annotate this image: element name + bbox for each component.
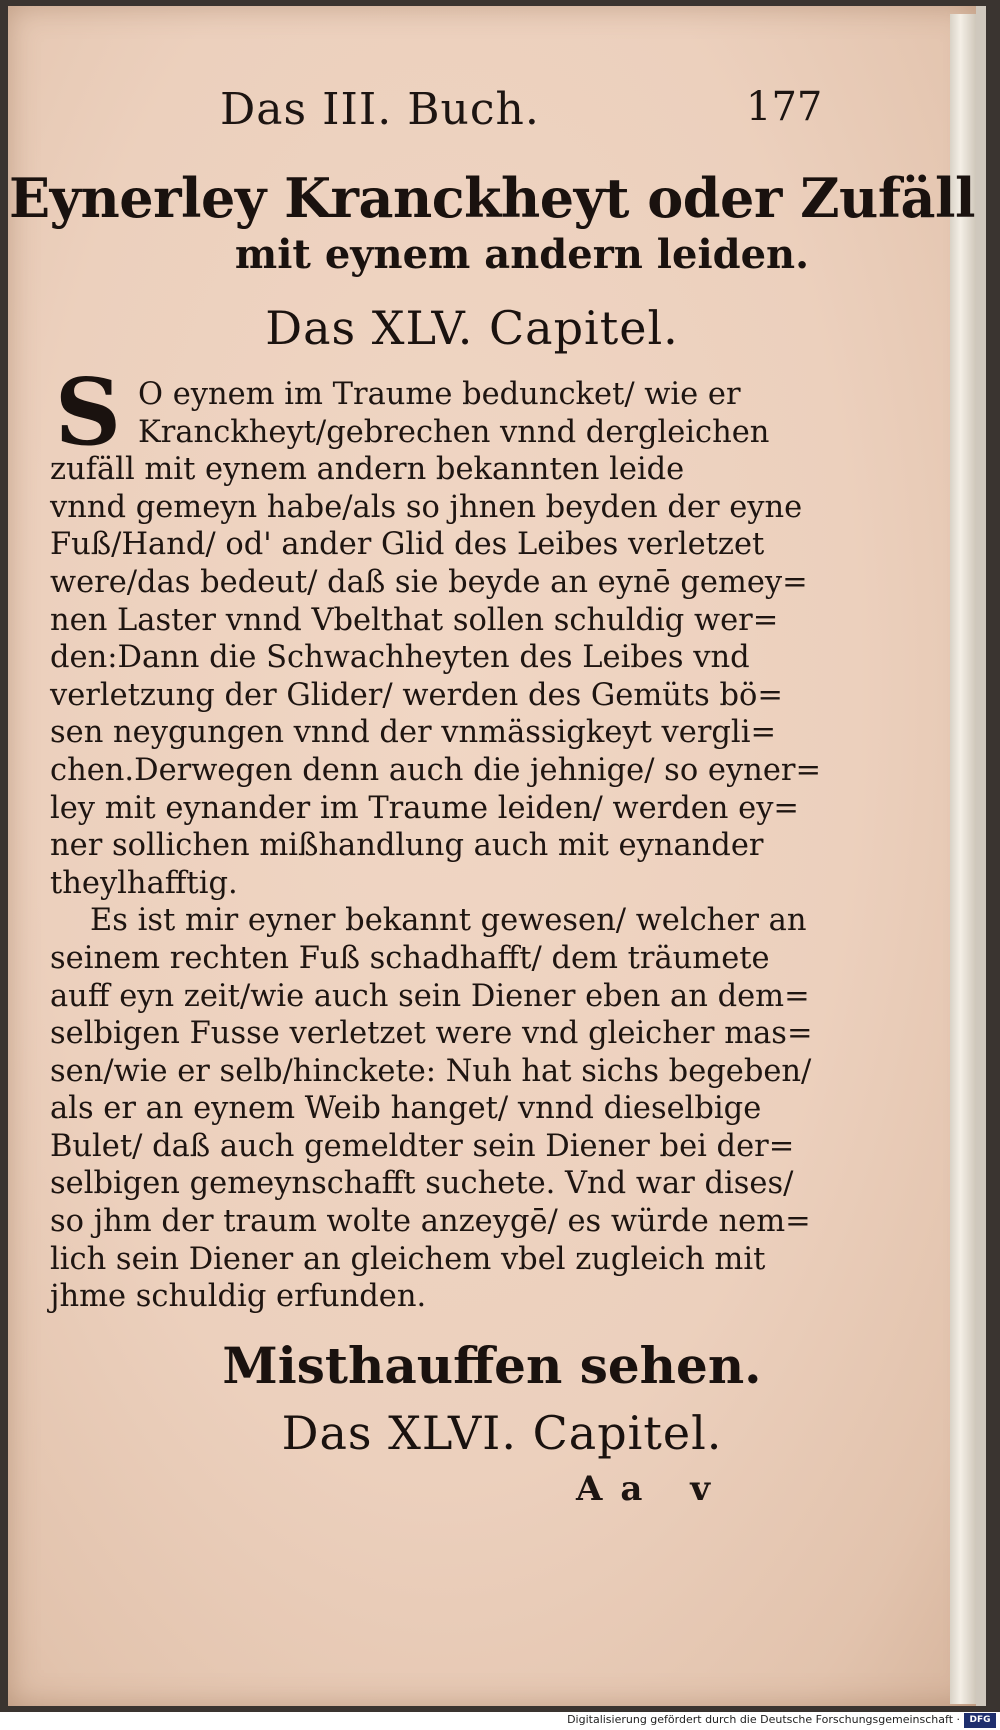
text-line: Bulet/ daß auch gemeldter sein Diener bei der=	[50, 1128, 795, 1164]
page-header	[8, 84, 976, 144]
text-line: theylhafftig.	[50, 865, 238, 901]
text-line: selbigen Fusse verletzet were vnd gleicher mas=	[50, 1016, 813, 1052]
drop-capital: S	[54, 358, 122, 466]
footer-credit: Digitalisierung gefördert durch die Deutsche Forschungsgemeinschaft ·	[567, 1713, 960, 1726]
text-line: als er an eynem Weib hanget/ vnnd dieselbige	[50, 1091, 762, 1127]
text-line: sen/wie er selb/hinckete: Nuh hat sichs begeben/	[50, 1053, 812, 1089]
text-line: lich sein Diener an gleichem vbel zugleich mit	[50, 1241, 766, 1277]
text-line: zufäll mit eynem andern bekannten leide	[50, 452, 685, 488]
text-line: Kranckheyt/gebrechen vnnd dergleichen	[138, 414, 770, 450]
text-line: verletzung der Glider/ werden des Gemüts bö=	[50, 677, 783, 713]
text-line: so jhm der traum wolte anzeygē/ es würde nem=	[50, 1204, 811, 1240]
text-line: nen Laster vnnd Vbelthat sollen schuldig wer=	[50, 602, 779, 638]
text-line: O eynem im Traume beduncket/ wie er	[138, 377, 741, 412]
text-line: ner sollichen mißhandlung auch mit eynander	[50, 828, 764, 864]
text-line: sen neygungen vnnd der vnmässigkeyt vergli=	[50, 715, 776, 751]
text-line: were/das bedeut/ daß sie beyde an eynē gemey=	[50, 564, 808, 600]
text-line: vnnd gemeyn habe/als so jhnen beyden der eyne	[50, 489, 803, 525]
text-line: jhme schuldig erfunden.	[50, 1279, 427, 1315]
book-page	[8, 6, 986, 1706]
body-text	[50, 376, 850, 1316]
chapter-number-heading: Das XLV. Capitel.	[265, 301, 679, 355]
text-line: ley mit eynander im Traume leiden/ werden ey=	[50, 790, 799, 826]
dfg-logo: DFG	[964, 1713, 996, 1728]
page-number: 177	[746, 84, 823, 130]
text-line: chen.Derwegen denn auch die jehnige/ so eyner=	[50, 752, 822, 788]
signature-mark: Aa v	[576, 1469, 729, 1509]
text-line: Fuß/Hand/ od' ander Glid des Leibes verletzet	[50, 527, 765, 563]
text-line: den:Dann die Schwachheyten des Leibes vnd	[50, 640, 750, 676]
text-line: selbigen gemeynschafft suchete. Vnd war dises/	[50, 1166, 794, 1202]
chapter-title-line2: mit eynem andern leiden.	[234, 231, 810, 278]
text-line: seinem rechten Fuß schadhafft/ dem träumete	[50, 940, 770, 976]
digitization-footer	[0, 1712, 1000, 1730]
text-line: auff eyn zeit/wie auch sein Diener eben an dem=	[50, 978, 810, 1014]
running-title: Das III. Buch.	[220, 84, 540, 135]
section-title: Misthauffen sehen.	[222, 1336, 762, 1395]
chapter-number-heading-2: Das XLVI. Capitel.	[281, 1406, 723, 1460]
chapter-title-line1: Eynerley Kranckheyt oder Zufäll	[8, 166, 976, 230]
text-line: Es ist mir eyner bekannt gewesen/ welcher an	[90, 903, 807, 939]
